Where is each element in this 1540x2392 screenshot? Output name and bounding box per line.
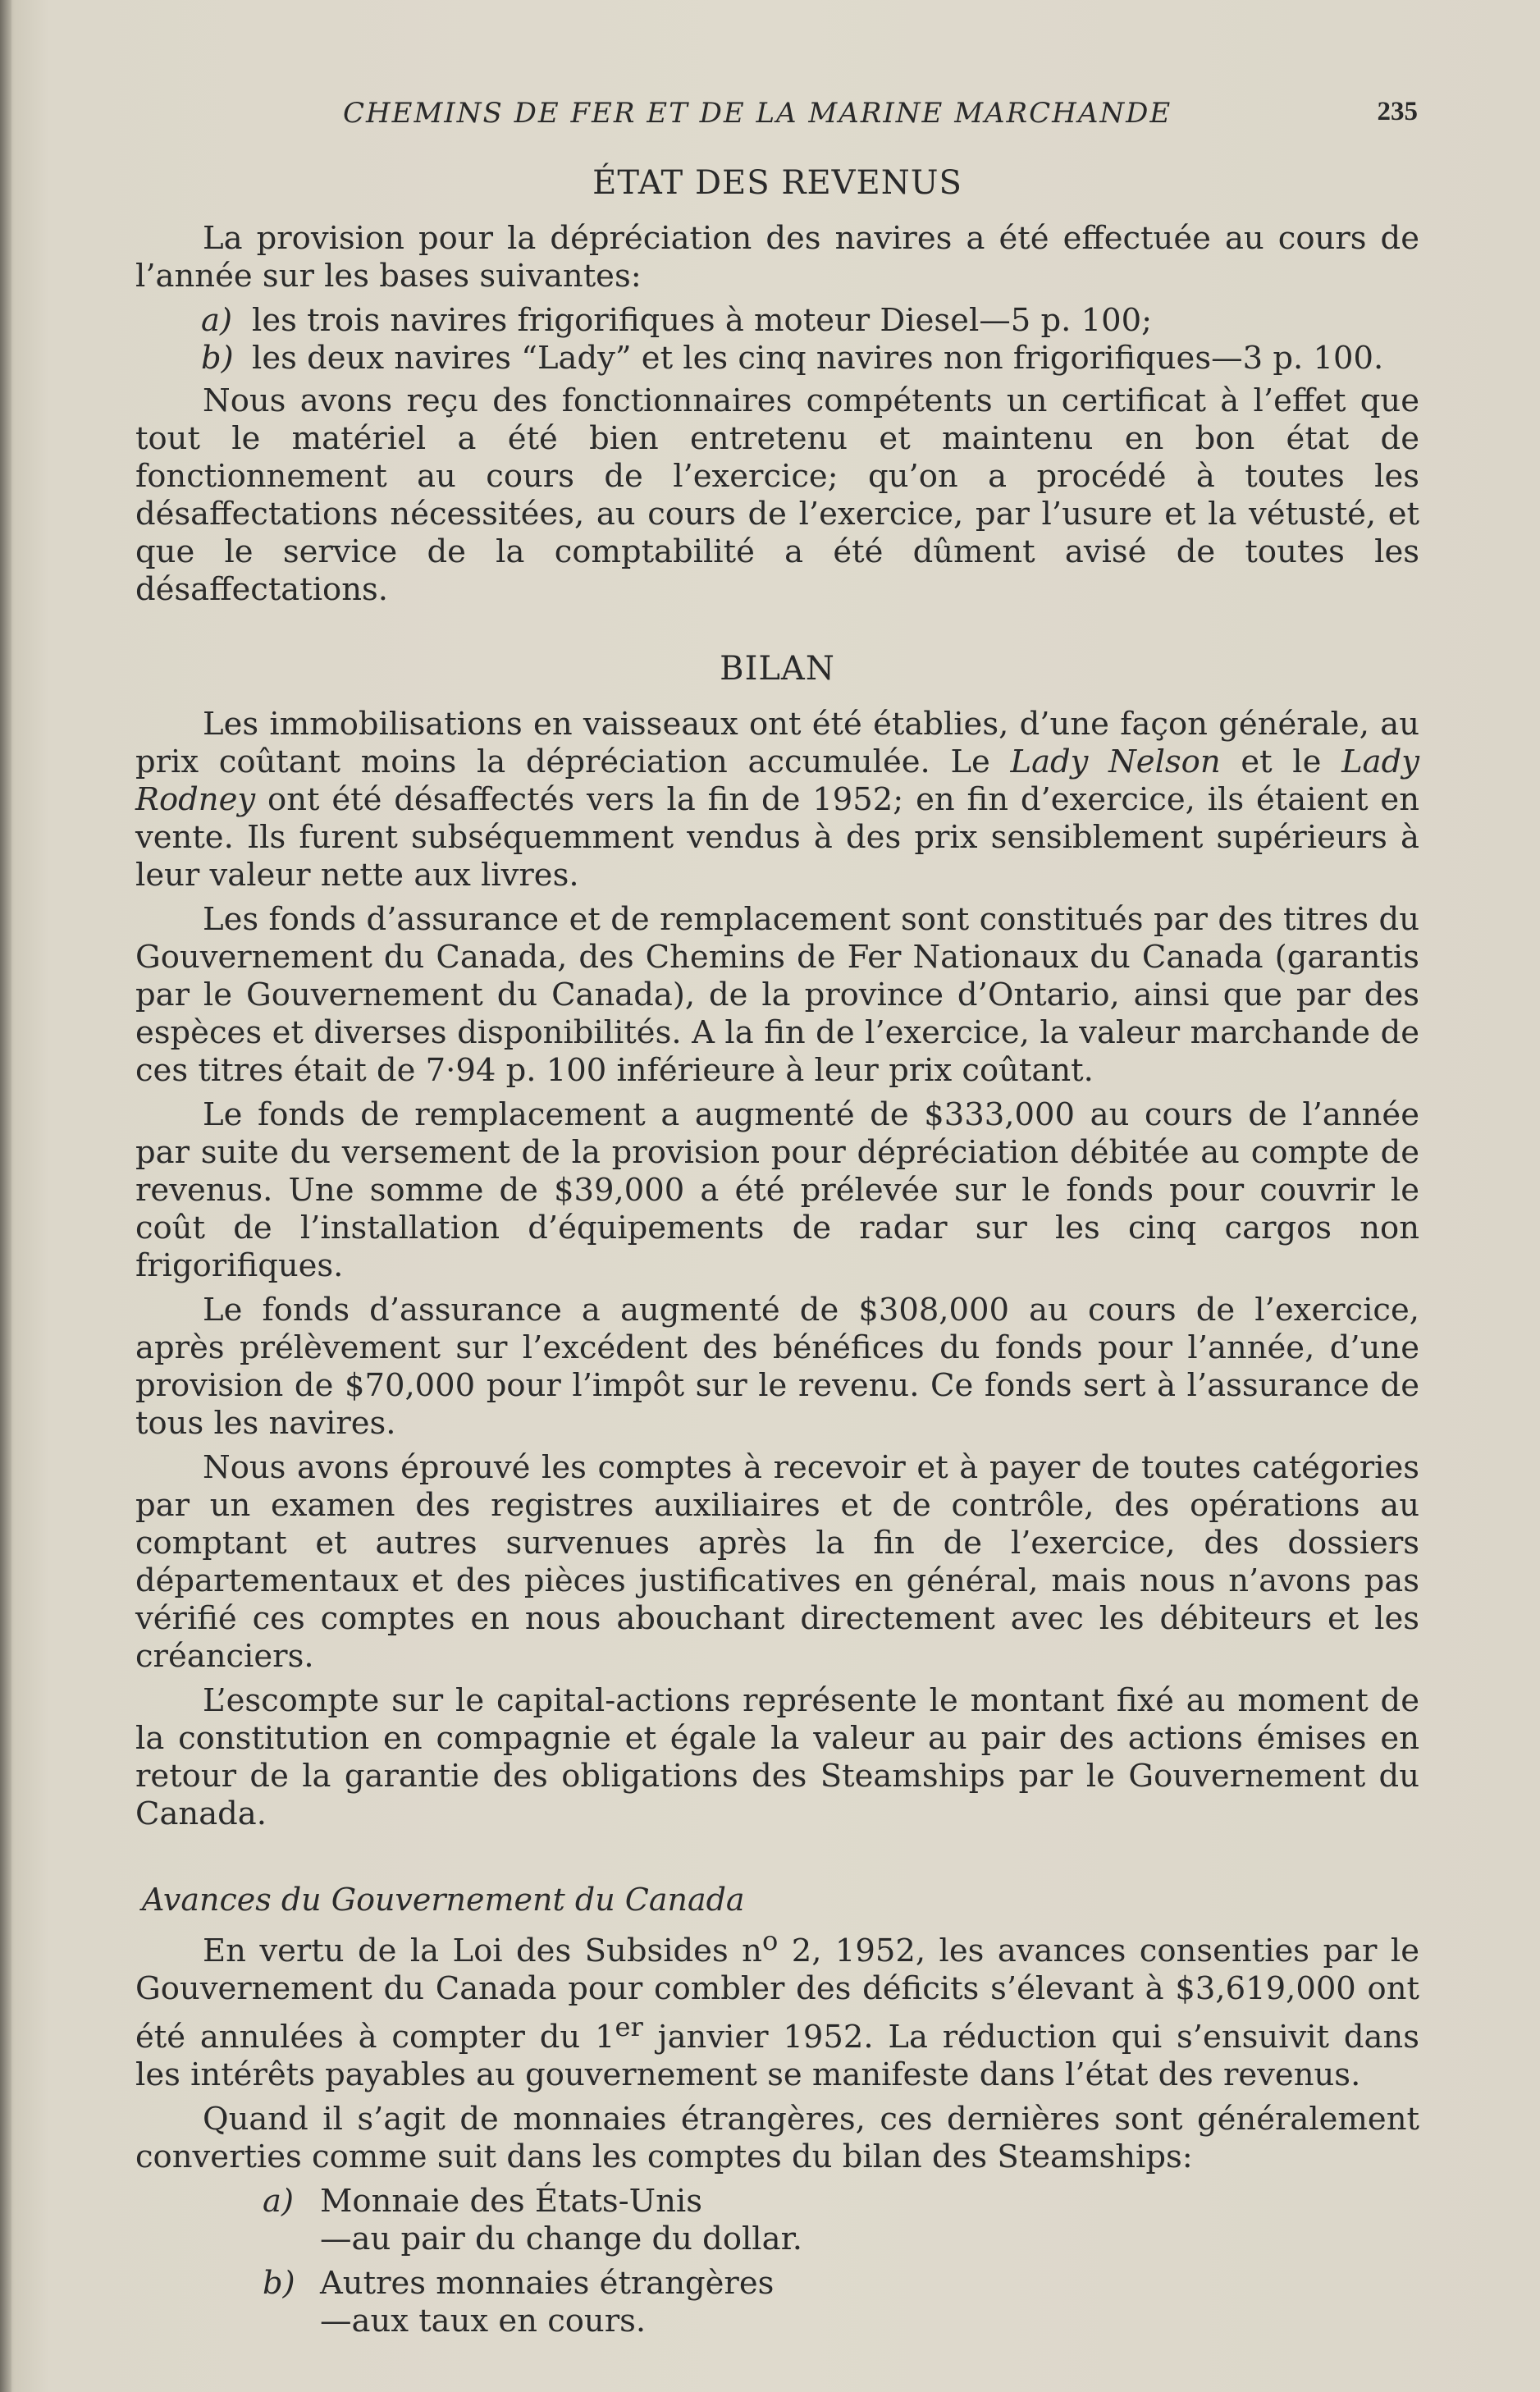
list-marker: a): [201, 302, 232, 339]
list-text: les deux navires “Lady” et les cinq navires non frigorifiques—3 p. 100.: [252, 340, 1384, 377]
paragraph-certificate: Nous avons reçu des fonctionnaires compétents un certificat à l’effet que tout le matériel a été bien entretenu et maintenu en bon état de fonctionnement au cours de l’exercice; qu’on a procédé à toutes les désaffectations nécessitées, au cours de l’exercice, par l’usure et la vétusté, et que le service de la comptabilité a été dûment avisé de toutes les désaffectations.: [135, 382, 1419, 608]
section-title-etat-des-revenus: ÉTAT DES REVENUS: [592, 164, 962, 202]
currency-list: [135, 2183, 1419, 2340]
page-number: 235: [1377, 97, 1418, 126]
list-subtext: —aux taux en cours.: [320, 2302, 647, 2339]
paragraph-depreciation-intro: La provision pour la dépréciation des navires a été effectuée au cours de l’année sur les bases suivantes:: [135, 220, 1419, 295]
list-marker: a): [263, 2182, 294, 2220]
depreciation-list: [135, 302, 1419, 377]
ship-name: Lady Nelson: [1010, 743, 1221, 780]
page-body: [135, 164, 1419, 2340]
list-text: les trois navires frigorifiques à moteur Diesel—5 p. 100;: [252, 302, 1153, 339]
paragraph-fonds-assurance-remplacement: Les fonds d’assurance et de remplacement sont constitués par des titres du Gouvernement du Canada, des Chemins de Fer Nationaux du Canada (garantis par le Gouvernement du Canada), de la province d’Ontario, ainsi que par des espèces et diverses disponibilités. A la fin de l’exercice, la valeur marchande de ces titres était de 7·94 p. 100 inférieure à leur prix coûtant.: [135, 901, 1419, 1089]
paragraph-monnaies: Quand il s’agit de monnaies étrangères, ces dernières sont généralement converties comme suit dans les comptes du bilan des Steamships:: [135, 2100, 1419, 2175]
paragraph-fonds-assurance: Le fonds d’assurance a augmenté de $308,000 au cours de l’exercice, après prélèvement sur l’excédent des bénéfices du fonds pour l’année, d’une provision de $70,000 pour l’impôt sur le revenu. Ce fonds sert à l’assurance de tous les navires.: [135, 1292, 1419, 1442]
list-item: [135, 302, 1419, 340]
list-item: [135, 2183, 1419, 2258]
list-text: Monnaie des États-Unis: [320, 2182, 702, 2220]
page-header: [138, 92, 1418, 133]
list-marker: b): [201, 340, 234, 377]
paragraph-comptes: Nous avons éprouvé les comptes à recevoir et à payer de toutes catégories par un examen des registres auxiliaires et de contrôle, des opérations au comptant et autres survenues après la fin de l’exercice, des dossiers départementaux et des pièces justificatives en général, mais nous n’avons pas vérifié ces comptes en nous abouchant directement avec les débiteurs et les créanciers.: [135, 1449, 1419, 1675]
list-marker: b): [263, 2264, 295, 2302]
paragraph-escompte: L’escompte sur le capital-actions représente le montant fixé au moment de la constitution en compagnie et égale la valeur au pair des actions émises en retour de la garantie des obligations des Steamships par le Gouvernement du Canada.: [135, 1682, 1419, 1832]
subheading-avances: Avances du Gouvernement du Canada: [142, 1882, 745, 1918]
list-item: [135, 2265, 1419, 2340]
page-binding-edge: [0, 0, 11, 2392]
section-title-bilan: BILAN: [720, 650, 835, 688]
paragraph-immobilisations: Les immobilisations en vaisseaux ont été établies, d’une façon générale, au prix coûtant moins la dépréciation accumulée. Le Lady Nelson et le Lady Rodney ont été désaffectés vers la fin de 1952; en fin d’exercice, ils étaient en vente. Ils furent subséquemment vendus à des prix sensiblement supérieurs à leur valeur nette aux livres.: [135, 706, 1420, 894]
paragraph-fonds-remplacement: Le fonds de remplacement a augmenté de $333,000 au cours de l’année par suite du versement de la provision pour dépréciation débitée au compte de revenus. Une somme de $39,000 a été prélevée sur le fonds pour couvrir le coût de l’installation d’équipements de radar sur les cinq cargos non frigorifiques.: [135, 1096, 1419, 1284]
paragraph-loi-subsides: En vertu de la Loi des Subsides $n^o$ 2, 1952, les avances consenties par le Gouvernement du Canada pour combler des déficits s’élevant à $3,619,000 ont été annulées à compter du 1er janvier 1952. La réduction qui s’ensuivit dans les intérêts payables au gouvernement se manifeste dans l’état des revenus.: [135, 1925, 1419, 2093]
list-text: Autres monnaies étrangères: [320, 2264, 775, 2302]
list-item: [135, 340, 1419, 377]
running-head: CHEMINS DE FER ET DE LA MARINE MARCHANDE: [343, 97, 1172, 130]
list-subtext: —au pair du change du dollar.: [320, 2220, 802, 2257]
ship-name: Lady Rodney: [135, 743, 1420, 818]
